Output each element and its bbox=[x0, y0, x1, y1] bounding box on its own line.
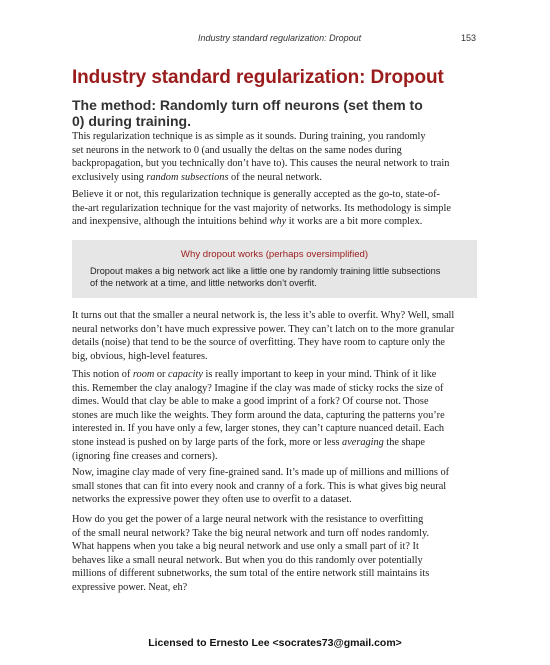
text-line bbox=[72, 436, 480, 450]
text-line bbox=[72, 466, 480, 480]
text-run: the shape bbox=[383, 436, 425, 448]
text-line bbox=[72, 188, 480, 202]
text-line bbox=[72, 395, 480, 409]
callout-title: Why dropout works (perhaps oversimplified) bbox=[180, 249, 369, 260]
text-run: big, obvious, high-level features. bbox=[72, 350, 208, 362]
callout-box bbox=[72, 240, 477, 298]
text-line bbox=[72, 581, 480, 595]
text-run: neural networks don’t have much expressive power. They can’t latch on to the more granular bbox=[72, 323, 455, 335]
text-line bbox=[72, 513, 480, 527]
text-run: behaves like a small neural network. But when you do this randomly over potentially bbox=[72, 554, 423, 566]
text-run: it works are a bit more complex. bbox=[286, 216, 423, 228]
emphasis: random subsections bbox=[146, 171, 229, 183]
text-line bbox=[72, 493, 480, 507]
text-run: of the small neural network? Take the big neural network and turn off nodes randomly. bbox=[72, 527, 430, 539]
text-run: It turns out that the smaller a neural network is, the less it’s able to overfit. Why? Well, small bbox=[72, 310, 455, 321]
paragraph bbox=[72, 188, 480, 229]
text-run: is really important to keep in your mind. Think of it like bbox=[202, 369, 437, 380]
text-run: backpropagation, but you technically don’t have to). This causes the neural network to train bbox=[72, 158, 450, 170]
paragraph bbox=[72, 309, 480, 363]
callout-line: of the network at a time, and little networks don’t overfit. bbox=[90, 278, 317, 288]
text-run: exclusively using bbox=[72, 171, 147, 183]
text-line bbox=[72, 144, 480, 158]
text-run: expressive power. Neat, eh? bbox=[72, 581, 188, 593]
paragraph bbox=[72, 466, 480, 507]
text-line bbox=[72, 368, 480, 382]
callout-line: Dropout makes a big network act like a little one by randomly training little subsections bbox=[90, 266, 441, 276]
text-line bbox=[72, 130, 480, 144]
text-run: of the neural network. bbox=[228, 171, 322, 183]
text-run: Now, imagine clay made of very fine-grained sand. It’s made up of millions and millions of bbox=[72, 467, 450, 478]
text-run: and inexpensive, although the intuitions behind bbox=[72, 216, 270, 228]
text-line bbox=[72, 171, 480, 185]
chapter-title: Industry standard regularization: Dropout bbox=[72, 67, 444, 88]
text-line bbox=[72, 422, 480, 436]
text-line bbox=[72, 409, 480, 423]
text-run: this. Remember the clay analogy? Imagine if the clay was made of sticky rocks the size of bbox=[72, 382, 444, 394]
text-run: What happens when you take a big neural network and use only a small part of it? It bbox=[72, 541, 419, 553]
callout-body bbox=[90, 265, 470, 289]
paragraph bbox=[72, 130, 480, 184]
text-run: the-art regularization technique for the vast majority of networks. Its methodology is simple bbox=[72, 202, 451, 214]
section-title: The method: Randomly turn off neurons (set them to 0) during training. bbox=[72, 97, 423, 129]
text-line bbox=[72, 323, 480, 337]
text-line bbox=[72, 450, 480, 464]
text-run: networks the expressive power they often use to overfit to a dataset. bbox=[72, 494, 352, 506]
emphasis: averaging bbox=[342, 436, 384, 448]
paragraph bbox=[72, 513, 480, 595]
text-run: stone instead is pushed on by large parts of the fork, more or less bbox=[72, 436, 343, 448]
text-run: or bbox=[154, 369, 169, 380]
text-line bbox=[72, 567, 480, 581]
text-line bbox=[72, 350, 480, 364]
text-line bbox=[72, 157, 480, 171]
text-run: This regularization technique is as simple as it sounds. During training, you randomly bbox=[72, 131, 426, 142]
text-run: This notion of bbox=[72, 369, 133, 380]
text-line bbox=[72, 215, 480, 229]
emphasis: why bbox=[269, 216, 287, 228]
text-line bbox=[72, 202, 480, 216]
emphasis: room bbox=[132, 369, 155, 380]
text-run: How do you get the power of a large neural network with the resistance to overfitting bbox=[72, 514, 424, 525]
running-header bbox=[0, 33, 550, 47]
text-run: interested in. If you have only a few, larger stones, they can’t capture nuanced detail. Each bbox=[72, 423, 445, 435]
text-line bbox=[72, 382, 480, 396]
text-run: details (noise) that tend to be the source of overfitting. They have room to capture only the bbox=[72, 337, 445, 349]
text-run: millions of different subnetworks, the sum total of the entire network still maintains its bbox=[72, 568, 430, 580]
text-run: Believe it or not, this regularization technique is generally accepted as the go-to, state-of- bbox=[72, 189, 440, 200]
license-footer: Licensed to Ernesto Lee <socrates73@gmail.com> bbox=[148, 637, 402, 649]
text-line bbox=[72, 309, 480, 323]
text-line bbox=[72, 336, 480, 350]
text-run: dimes. Would that clay be able to make a good imprint of a fork? Of course not. Those bbox=[72, 396, 429, 408]
running-title: Industry standard regularization: Dropout bbox=[198, 33, 362, 43]
text-run: set neurons in the network to 0 (and usually the deltas on the same nodes during bbox=[72, 144, 402, 156]
text-run: stones are much like the weights. They form around the data, capturing the patterns you’re bbox=[72, 409, 445, 421]
text-line bbox=[72, 527, 480, 541]
paragraph bbox=[72, 368, 480, 463]
text-run: small stones that can fit into every nook and cranny of a fork. This is what gives big neural bbox=[72, 480, 447, 492]
text-line bbox=[72, 480, 480, 494]
text-line bbox=[72, 540, 480, 554]
text-line bbox=[72, 554, 480, 568]
emphasis: capacity bbox=[168, 369, 203, 380]
page-number: 153 bbox=[461, 33, 477, 43]
text-run: (ignoring fine creases and corners). bbox=[72, 450, 218, 462]
